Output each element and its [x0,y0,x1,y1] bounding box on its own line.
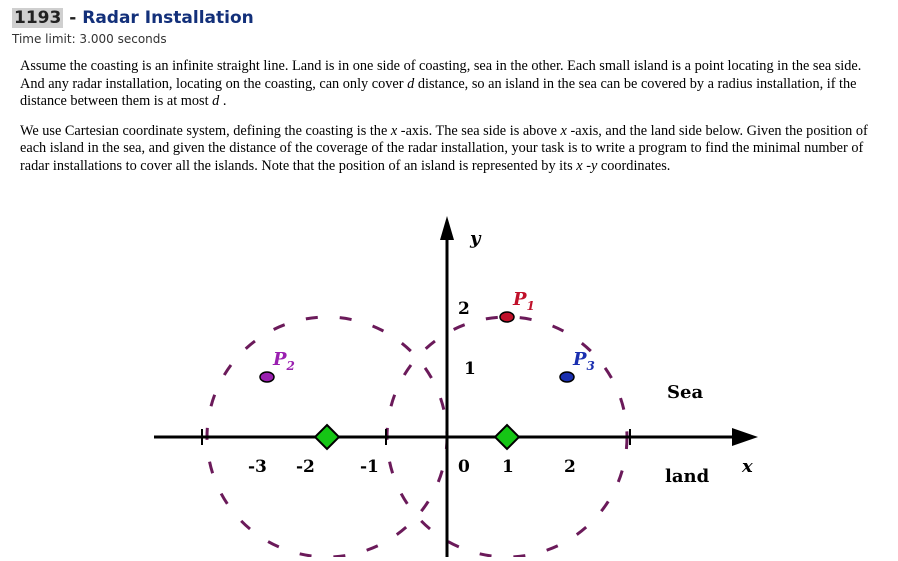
island-label-subscript: 1 [526,299,535,313]
statement-text-run: distance, so an island in the sea can be covered by a radius installation, if the distance between them is at most [20,75,857,110]
island-label-name: P [573,349,587,370]
radar-marker-2 [495,425,519,449]
problem-id[interactable]: 1193 [14,8,62,28]
statement-text-run: coordinates. [597,157,671,174]
statement-text-run: . [219,93,227,110]
statement-text-run: - [582,157,591,174]
axis-labels [248,228,753,487]
sea-label: Sea [667,382,704,403]
y-axis-label: y [470,228,481,249]
island-point-3 [560,372,574,382]
statement-paragraph-1 [20,58,886,111]
radar-figure-svg [150,210,770,557]
problem-title: Radar Installation [82,8,254,28]
problem-statement [20,58,886,188]
y-axis-arrow [440,216,454,240]
statement-text-run: x [390,122,398,139]
island-label-subscript: 3 [586,359,595,373]
problem-title-row [12,6,892,30]
tick-label-x-1: 1 [502,457,514,477]
tick-label-x-m1: -1 [360,457,379,477]
island-label-1 [512,289,535,313]
time-limit: Time limit: 3.000 seconds [12,32,167,46]
title-separator: - [63,8,83,28]
problem-header [12,6,892,46]
statement-text-run: x [576,157,583,174]
island-point-1 [500,312,514,322]
statement-text-run: Assume the coasting is an infinite straight line. Land is in one side of coasting, sea in the other. Each small island is a point locating in the sea side. And any radar installation, locating on the coasting, can only cover [20,58,862,92]
island-label-subscript: 2 [286,359,295,373]
tick-label-y-1: 1 [464,359,476,379]
tick-label-x-m2: -2 [296,457,315,477]
statement-text-run: x [560,122,567,139]
island-label-name: P [273,349,287,370]
radar-marker-1 [315,425,339,449]
x-axis-arrow [732,428,758,446]
island-label-name: P [513,289,527,310]
statement-text-run: y [590,157,598,174]
statement-text-run: -axis. The sea side is above [397,122,561,139]
x-axis-label: x [742,456,753,477]
land-label: land [665,466,710,487]
statement-text-run: d [212,93,220,110]
island-point-2 [260,372,274,382]
island-label-2 [272,349,295,373]
statement-text-run: d [407,75,415,92]
tick-label-x-m3: -3 [248,457,267,477]
tick-label-x-2: 2 [564,457,576,477]
statement-text-run: -axis, and the land side below. Given the position of each island in the sea, and given the distance of the coverage of the radar installation, your task is to write a program to find the minimal number of radar installations to cover all the islands. Note that the position of an island is represented by its [20,122,868,174]
tick-label-x-0: 0 [458,457,470,477]
statement-paragraph-2 [20,123,886,176]
island-label-3 [572,349,595,373]
tick-label-y-2: 2 [458,299,470,319]
radar-figure [150,210,770,557]
statement-text-run: We use Cartesian coordinate system, defining the coasting is the [20,122,391,139]
